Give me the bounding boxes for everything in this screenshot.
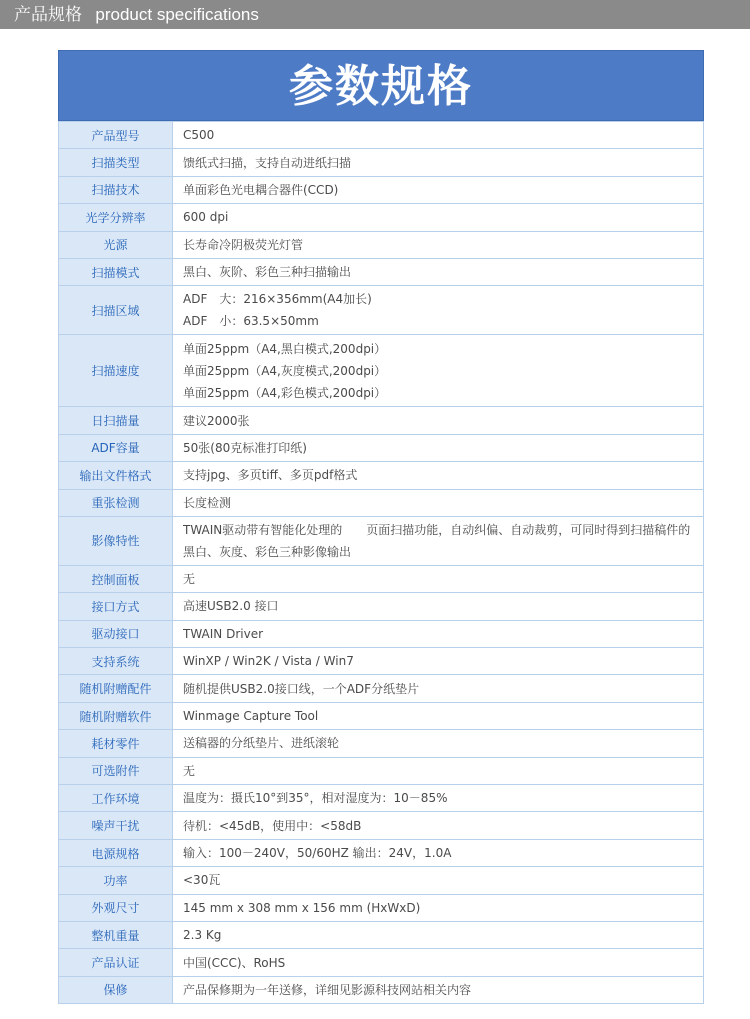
spec-value-line: ADF 小：63.5×50mm [183, 314, 319, 329]
spec-value-line: 支持jpg、多页tiff、多页pdf格式 [183, 468, 358, 483]
spec-row [59, 335, 704, 407]
spec-label: 扫描类型 [59, 149, 173, 176]
spec-table-body [59, 122, 704, 1004]
spec-row [59, 407, 704, 434]
spec-value [173, 286, 704, 335]
spec-value [173, 407, 704, 434]
spec-row [59, 176, 704, 203]
spec-row [59, 757, 704, 784]
spec-value-line: <30瓦 [183, 873, 221, 888]
spec-value [173, 462, 704, 489]
spec-value [173, 785, 704, 812]
spec-label: 接口方式 [59, 593, 173, 620]
spec-value-line: 高速USB2.0 接口 [183, 599, 279, 614]
spec-label: 耗材零件 [59, 730, 173, 757]
spec-value-line: 单面25ppm（A4,灰度模式,200dpi） [183, 363, 387, 378]
spec-label: 控制面板 [59, 565, 173, 592]
spec-value-line: 长度检测 [183, 495, 232, 510]
spec-row [59, 149, 704, 176]
spec-value-line: 长寿命冷阴极荧光灯管 [183, 237, 304, 252]
spec-row [59, 204, 704, 231]
spec-label: 可选附件 [59, 757, 173, 784]
spec-value-line: 输入：100－240V，50/60HZ 输出：24V，1.0A [183, 846, 452, 860]
spec-label: 随机附赠配件 [59, 675, 173, 702]
spec-row [59, 258, 704, 285]
spec-value [173, 648, 704, 675]
spec-label: 输出文件格式 [59, 462, 173, 489]
spec-label: 光源 [59, 231, 173, 258]
spec-label: 扫描速度 [59, 335, 173, 407]
spec-label: 扫描区域 [59, 286, 173, 335]
spec-label: 保修 [59, 976, 173, 1003]
spec-value [173, 949, 704, 976]
spec-label: 功率 [59, 867, 173, 894]
spec-label: 电源规格 [59, 839, 173, 866]
spec-value-line: WinXP / Win2K / Vista / Win7 [183, 654, 354, 669]
spec-value-line: 产品保修期为一年送修，详细见影源科技网站相关内容 [183, 982, 472, 997]
spec-value [173, 231, 704, 258]
spec-label: 驱动接口 [59, 620, 173, 647]
spec-value-line: 建议2000张 [183, 413, 250, 428]
spec-value [173, 593, 704, 620]
spec-value [173, 757, 704, 784]
spec-table [58, 121, 704, 1004]
spec-value-line: 600 dpi [183, 210, 229, 225]
spec-value-line: 无 [183, 572, 196, 587]
spec-value-line: 145 mm x 308 mm x 156 mm (HxWxD) [183, 900, 421, 915]
spec-row [59, 839, 704, 866]
spec-value [173, 489, 704, 516]
spec-row [59, 122, 704, 149]
spec-value-text: TWAIN驱动带有智能化处理的 页面扫描功能，自动纠偏、自动裁剪，可同时得到扫描稿件的黑白、灰度、彩色三种影像输出 [183, 522, 691, 559]
spec-value-line: 50张(80克标准打印纸) [183, 440, 307, 455]
spec-value-line: 温度为：摄氏10°到35°，相对湿度为：10－85% [183, 791, 448, 806]
spec-value [173, 204, 704, 231]
spec-row [59, 921, 704, 948]
spec-row [59, 812, 704, 839]
spec-value-line: ADF 大：216×356mm(A4加长) [183, 292, 372, 307]
section-title-cn: 产品规格 [14, 5, 82, 25]
spec-value-line: 无 [183, 763, 196, 778]
spec-value-line: 单面25ppm（A4,彩色模式,200dpi） [183, 385, 387, 400]
spec-value-line: C500 [183, 128, 215, 143]
spec-panel [58, 50, 704, 1004]
spec-header-title: 参数规格 [58, 50, 704, 121]
spec-value-line: 待机：<45dB，使用中：<58dB [183, 818, 362, 833]
spec-value [173, 675, 704, 702]
spec-value-line: 2.3 Kg [183, 928, 222, 943]
spec-value [173, 516, 704, 565]
spec-row [59, 785, 704, 812]
spec-label: ADF容量 [59, 434, 173, 461]
spec-value-line: 中国(CCC)、RoHS [183, 955, 286, 970]
spec-value [173, 702, 704, 729]
spec-row [59, 867, 704, 894]
spec-label: 扫描模式 [59, 258, 173, 285]
spec-label: 日扫描量 [59, 407, 173, 434]
spec-label: 产品认证 [59, 949, 173, 976]
spec-value [173, 434, 704, 461]
spec-value [173, 122, 704, 149]
spec-label: 扫描技术 [59, 176, 173, 203]
spec-label: 重张检测 [59, 489, 173, 516]
spec-row [59, 894, 704, 921]
spec-value [173, 176, 704, 203]
spec-value-line: Winmage Capture Tool [183, 709, 319, 724]
spec-row [59, 675, 704, 702]
spec-label: 光学分辨率 [59, 204, 173, 231]
spec-row [59, 462, 704, 489]
spec-label: 支持系统 [59, 648, 173, 675]
spec-value-line: 单面彩色光电耦合器件(CCD) [183, 182, 339, 197]
spec-label: 噪声干扰 [59, 812, 173, 839]
spec-row [59, 231, 704, 258]
spec-label: 整机重量 [59, 921, 173, 948]
spec-value [173, 149, 704, 176]
spec-row [59, 593, 704, 620]
spec-row [59, 286, 704, 335]
section-title-bar [0, 0, 750, 29]
spec-row [59, 648, 704, 675]
spec-label: 影像特性 [59, 516, 173, 565]
spec-value-line: 黑白、灰阶、彩色三种扫描输出 [183, 265, 352, 280]
spec-value-line: 单面25ppm（A4,黑白模式,200dpi） [183, 341, 387, 356]
spec-row [59, 489, 704, 516]
spec-value [173, 620, 704, 647]
spec-label: 产品型号 [59, 122, 173, 149]
spec-value [173, 839, 704, 866]
spec-label: 工作环境 [59, 785, 173, 812]
spec-row [59, 730, 704, 757]
spec-value [173, 976, 704, 1003]
spec-value [173, 730, 704, 757]
spec-value [173, 867, 704, 894]
spec-value-line: TWAIN Driver [183, 626, 264, 641]
spec-row [59, 565, 704, 592]
spec-row [59, 516, 704, 565]
spec-row [59, 949, 704, 976]
spec-row [59, 434, 704, 461]
spec-value-line: 送稿器的分纸垫片、进纸滚轮 [183, 736, 340, 751]
spec-value [173, 258, 704, 285]
spec-value [173, 921, 704, 948]
spec-row [59, 620, 704, 647]
spec-value [173, 894, 704, 921]
spec-label: 随机附赠软件 [59, 702, 173, 729]
spec-value [173, 565, 704, 592]
spec-value [173, 812, 704, 839]
spec-label: 外观尺寸 [59, 894, 173, 921]
spec-row [59, 702, 704, 729]
spec-value-line: 馈纸式扫描，支持自动进纸扫描 [183, 155, 352, 170]
spec-value-line: 随机提供USB2.0接口线，一个ADF分纸垫片 [183, 681, 420, 696]
section-title-en: product specifications [95, 5, 259, 24]
spec-value [173, 335, 704, 407]
spec-row [59, 976, 704, 1003]
